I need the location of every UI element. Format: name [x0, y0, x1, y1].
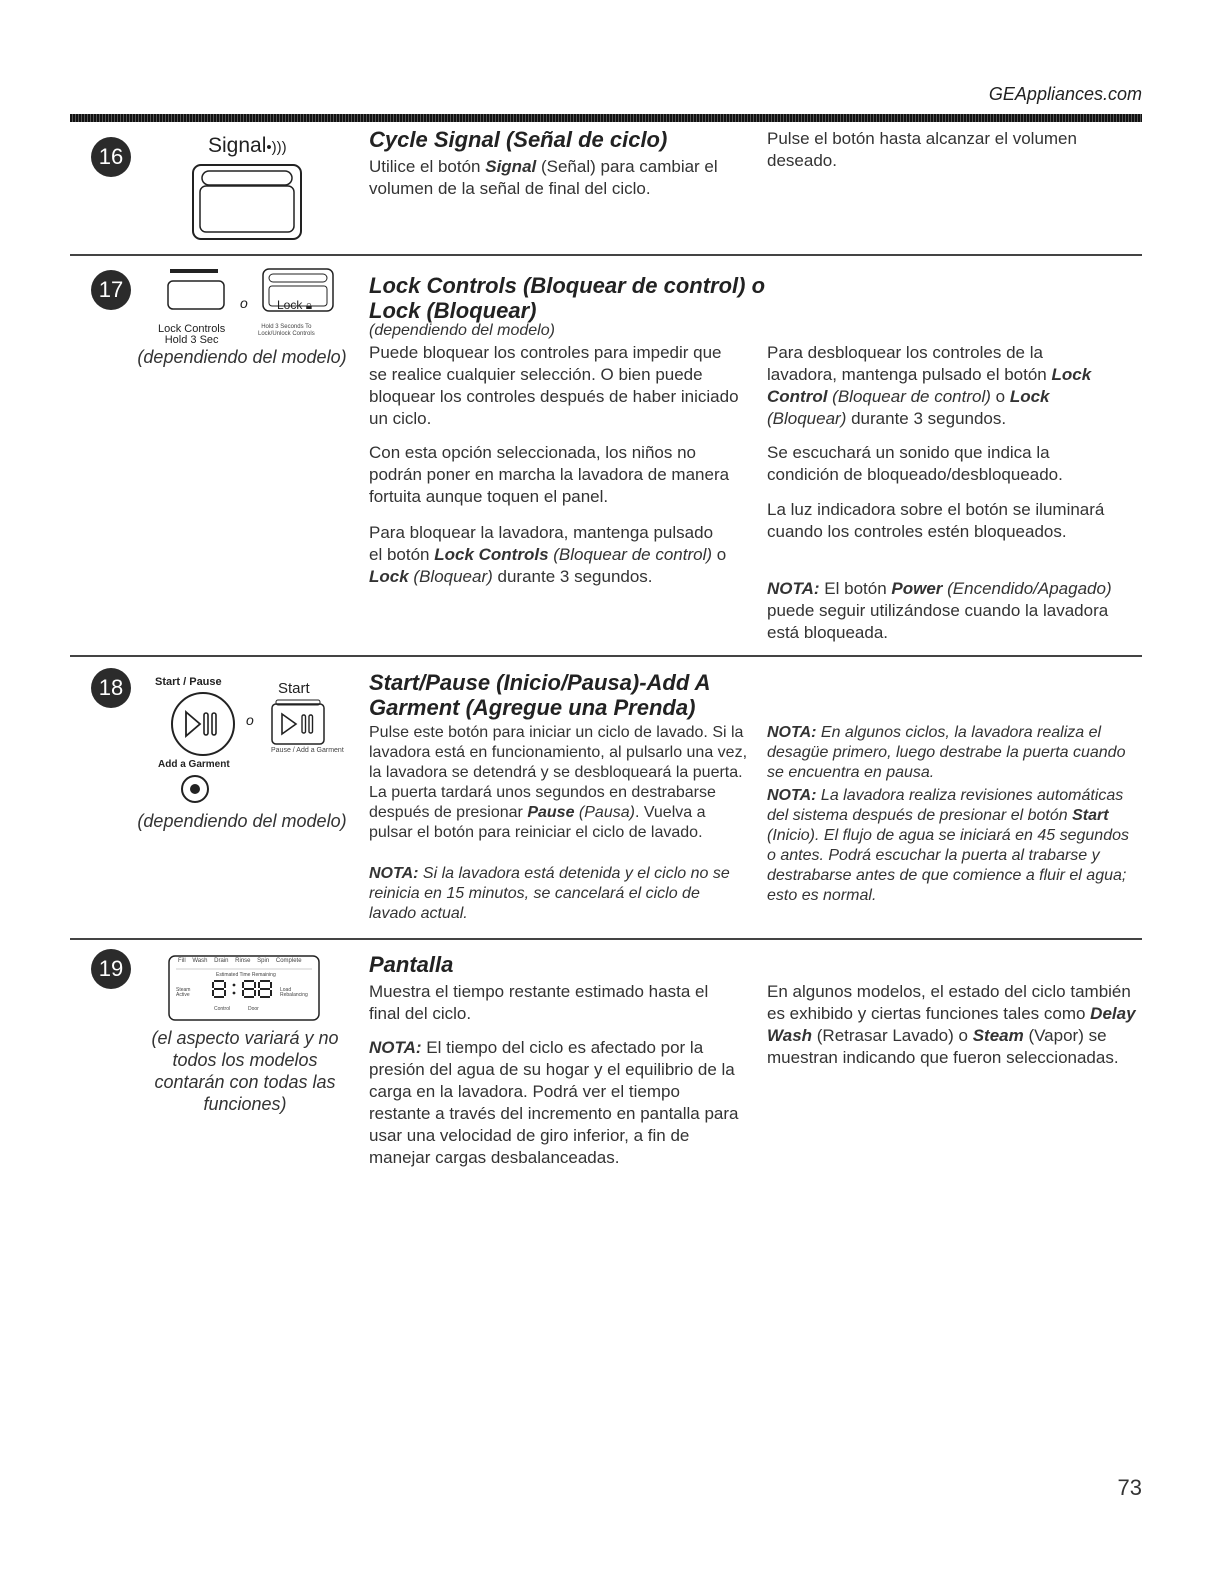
section-18-left-p1: Pulse este botón para iniciar un ciclo de lavado. Si la lavadora está en funcionamiento, al pulsarlo una vez, la lavadora se detendrá y se desbloqueará la puerta. La puerta tardará unos segundos en destrabarse después de presionar Pause (Pausa). Vuelva a pulsar el botón para reiniciar el ciclo de lavado. — [369, 724, 748, 841]
section-18-title: Start/Pause (Inicio/Pausa)-Add A Garment (Agregue una Prenda) — [369, 670, 711, 720]
lock-controls-icon — [165, 268, 345, 328]
display-control-label: Control — [214, 1006, 231, 1012]
section-17-left-p1: Puede bloquear los controles para impedir que se realice cualquier selección. O bien puede bloquear los controles después de haber iniciado un ciclo. — [369, 343, 739, 428]
section-18-right-p2: NOTA: La lavadora realiza revisiones automáticas del sistema después de presionar el botón Start (Inicio). El flujo de agua se iniciará en 45 segundos o antes. Podrá escuchar la puerta al trabarse y destrabarse antes de que comience a fluir el agua; esto es normal. — [767, 787, 1129, 904]
section-19-left-p1: Muestra el tiempo restante estimado hasta el final del ciclo. — [369, 982, 709, 1023]
lock-hold-label: Hold 3 Seconds To Lock/Unlock Controls — [258, 324, 315, 337]
start-label: Start — [278, 680, 310, 697]
section-17-right-p4: NOTA: El botón Power (Encendido/Apagado) puede seguir utilizándose cuando la lavadora está bloqueada. — [767, 579, 1112, 642]
section-18-caption: (dependiendo del modelo) — [137, 811, 347, 831]
lock-controls-label: Lock Controls Hold 3 Sec — [158, 323, 226, 346]
section-18-left-p2: NOTA: Si la lavadora está detenida y el ciclo no se reinicia en 15 minutos, se cancelará el ciclo de lavado actual. — [369, 865, 730, 922]
section-17-right-p2: Se escuchará un sonido que indica la condición de bloqueado/desbloqueado. — [767, 443, 1063, 484]
section-17-caption: (dependiendo del modelo) — [137, 347, 347, 367]
display-stage-labels: Fill Wash Drain Rinse Spin Complete — [178, 958, 302, 964]
section-16-right-text: Pulse el botón hasta alcanzar el volumen deseado. — [767, 129, 1077, 170]
start-pause-label: Start / Pause — [155, 676, 222, 688]
section-number-16: 16 — [91, 137, 131, 177]
display-load-label: Load Rebalancing — [280, 987, 308, 998]
section-19-caption: (el aspecto variará y no todos los modelos contarán con todas las funciones) — [151, 1028, 339, 1114]
section-17-right-p1: Para desbloquear los controles de la lavadora, mantenga pulsado el botón Lock Control (Bloquear de control) o Lock (Bloquear) durante 3 segundos. — [767, 343, 1092, 428]
start-or-label: o — [246, 712, 254, 728]
display-door-label: Door — [248, 1006, 259, 1012]
lock-button-label: Lock 🔒︎ — [277, 298, 313, 312]
add-garment-label: Add a Garment — [158, 759, 230, 770]
header-rule — [70, 114, 1142, 122]
section-17-title: Lock Controls (Bloquear de control) o Lock (Bloquear) — [369, 273, 766, 323]
section-16-title: Cycle Signal (Señal de ciclo) — [369, 127, 668, 152]
signal-icon-label: Signal•))) — [208, 134, 287, 157]
section-19-title: Pantalla — [369, 952, 454, 977]
pause-add-garment-label: Pause / Add a Garment — [271, 747, 344, 754]
section-number-18: 18 — [91, 668, 131, 708]
section-17-left-p3: Para bloquear la lavadora, mantenga pulsado el botón Lock Controls (Bloquear de control) o Lock (Bloquear) durante 3 segundos. — [369, 523, 727, 586]
display-steam-label: Steam Active — [176, 987, 191, 998]
section-number-19: 19 — [91, 949, 131, 989]
section-number-17: 17 — [91, 270, 131, 310]
divider-18-19 — [70, 938, 1142, 940]
page-number: 73 — [1117, 1475, 1142, 1500]
section-17-right-p3: La luz indicadora sobre el botón se iluminará cuando los controles estén bloqueados. — [767, 500, 1105, 541]
section-17-subtitle: (dependiendo del modelo) — [369, 322, 555, 339]
padlock-icon: 🔒︎ — [305, 298, 313, 312]
section-18-right-p1: NOTA: En algunos ciclos, la lavadora realiza el desagüe primero, luego destrabe la puerta cuando se encuentra en pausa. — [767, 724, 1126, 781]
divider-16-17 — [70, 254, 1142, 256]
divider-17-18 — [70, 655, 1142, 657]
lock-or-label: o — [240, 295, 248, 311]
section-16-left-text: Utilice el botón Signal (Señal) para cambiar el volumen de la señal de final del ciclo. — [369, 157, 718, 198]
section-19-left-p2: NOTA: El tiempo del ciclo es afectado por la presión del agua de su hogar y el equilibrio de la carga en la lavadora. Podrá ver el tiempo restante a través del incremento en pantalla para usar una velocidad de giro inferior, a fin de manejar cargas desbalanceadas. — [369, 1038, 739, 1167]
section-19-right-p1: En algunos modelos, el estado del ciclo también es exhibido y ciertas funciones tales como Delay Wash (Retrasar Lavado) o Steam (Vapor) se muestran indicando que fueron seleccionadas. — [767, 982, 1136, 1067]
section-17-left-p2: Con esta opción seleccionada, los niños no podrán poner en marcha la lavadora de manera fortuita aunque toquen el panel. — [369, 443, 730, 506]
site-url: GEAppliances.com — [988, 84, 1142, 104]
signal-button-icon — [192, 164, 302, 240]
display-est-label: Estimated Time Remaining — [216, 972, 276, 978]
